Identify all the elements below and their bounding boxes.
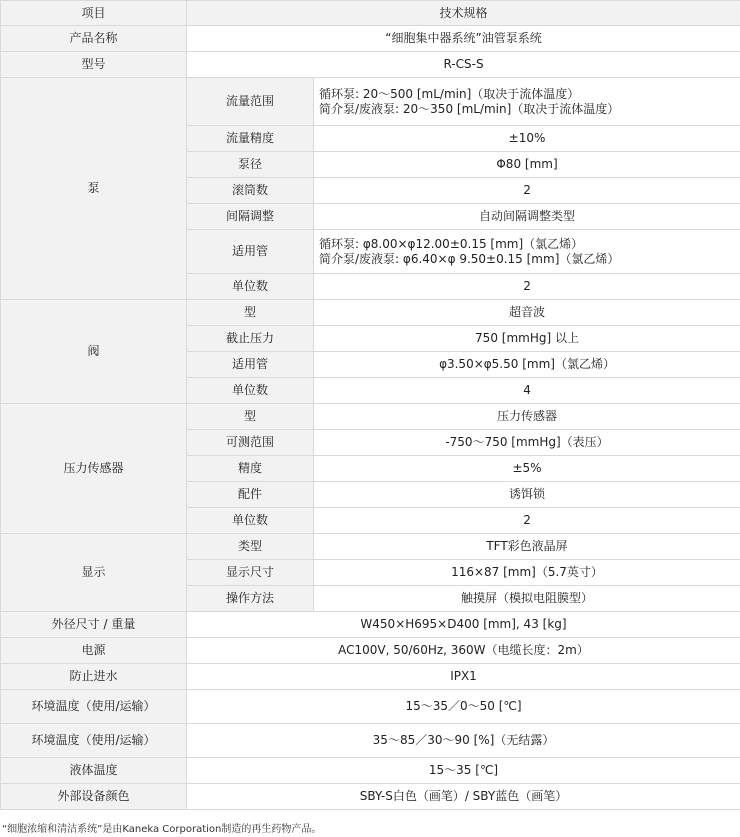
pump-roller-count-label: 滚筒数: [187, 178, 314, 204]
power-label: 电源: [1, 638, 187, 664]
table-row: [1, 638, 740, 664]
display-type-label: 类型: [187, 534, 314, 560]
sensor-label: 压力传感器: [1, 404, 187, 534]
pump-flow-range-line2: 简介泵/废液泵: 20～350 [mL/min]（取决于流体温度）: [319, 101, 620, 116]
pump-flow-accuracy-value: ±10%: [314, 126, 740, 152]
display-label: 显示: [1, 534, 187, 612]
pump-flow-range-label: 流量范围: [187, 78, 314, 126]
sensor-type-label: 型: [187, 404, 314, 430]
dimensions-label: 外径尺寸 / 重量: [1, 612, 187, 638]
sensor-range-label: 可测范围: [187, 430, 314, 456]
table-row: [1, 404, 740, 430]
sensor-fitting-label: 配件: [187, 482, 314, 508]
pump-tube-value: [314, 230, 740, 274]
product-name-value: “细胞集中器系统”油管泵系统: [187, 26, 740, 52]
pump-flow-accuracy-label: 流量精度: [187, 126, 314, 152]
env-humidity-label: 环境温度（使用/运输）: [1, 724, 187, 758]
env-temp-label: 环境温度（使用/运输）: [1, 690, 187, 724]
pump-diameter-value: Φ80 [mm]: [314, 152, 740, 178]
power-value: AC100V, 50/60Hz, 360W（电缆长度：2m）: [187, 638, 740, 664]
waterproof-value: IPX1: [187, 664, 740, 690]
sensor-fitting-value: 诱饵锁: [314, 482, 740, 508]
header-item: 项目: [1, 1, 187, 26]
waterproof-label: 防止进水: [1, 664, 187, 690]
table-row: [1, 78, 740, 126]
liquid-temp-label: 液体温度: [1, 758, 187, 784]
display-size-label: 显示尺寸: [187, 560, 314, 586]
table-row: [1, 690, 740, 724]
env-humidity-value: 35～85／30～90 [%]（无结露）: [187, 724, 740, 758]
display-type-value: TFT彩色液晶屏: [314, 534, 740, 560]
table-row: [1, 784, 740, 810]
sensor-accuracy-value: ±5%: [314, 456, 740, 482]
pump-gap-adjust-label: 间隔调整: [187, 204, 314, 230]
pump-roller-count-value: 2: [314, 178, 740, 204]
model-value: R-CS-S: [187, 52, 740, 78]
valve-units-value: 4: [314, 378, 740, 404]
sensor-accuracy-label: 精度: [187, 456, 314, 482]
pump-diameter-label: 泵径: [187, 152, 314, 178]
table-row: [1, 26, 740, 52]
valve-label: 阀: [1, 300, 187, 404]
sensor-units-label: 单位数: [187, 508, 314, 534]
liquid-temp-value: 15～35 [℃]: [187, 758, 740, 784]
env-temp-value: 15～35／0～50 [℃]: [187, 690, 740, 724]
pump-tube-line1: 循环泵: φ8.00×φ12.00±0.15 [mm]（氯乙烯）: [319, 236, 584, 251]
valve-type-label: 型: [187, 300, 314, 326]
model-label: 型号: [1, 52, 187, 78]
table-row: [1, 612, 740, 638]
table-row: [1, 664, 740, 690]
dimensions-value: W450×H695×D400 [mm], 43 [kg]: [187, 612, 740, 638]
valve-units-label: 单位数: [187, 378, 314, 404]
pump-label: 泵: [1, 78, 187, 300]
display-operation-value: 触摸屏（模拟电阻膜型）: [314, 586, 740, 612]
pump-units-value: 2: [314, 274, 740, 300]
table-row: [1, 758, 740, 784]
product-name-label: 产品名称: [1, 26, 187, 52]
footnote: “细胞浓缩和清洁系统”是由Kaneka Corporation制造的再生药物产品。: [2, 824, 322, 835]
pump-flow-range-line1: 循环泵: 20～500 [mL/min]（取决于流体温度）: [319, 86, 580, 101]
valve-tube-label: 适用管: [187, 352, 314, 378]
table-row: [1, 300, 740, 326]
pump-tube-label: 适用管: [187, 230, 314, 274]
sensor-range-value: -750～750 [mmHg]（表压）: [314, 430, 740, 456]
color-value: SBY-S白色（画笔）/ SBY蓝色（画笔）: [187, 784, 740, 810]
pump-tube-line2: 简介泵/废液泵: φ6.40×φ 9.50±0.15 [mm]（氯乙烯）: [319, 251, 620, 266]
sensor-units-value: 2: [314, 508, 740, 534]
table-row: [1, 534, 740, 560]
table-header-row: [1, 1, 740, 26]
sensor-type-value: 压力传感器: [314, 404, 740, 430]
header-spec: 技术规格: [187, 1, 740, 26]
color-label: 外部设备颜色: [1, 784, 187, 810]
table-row: [1, 724, 740, 758]
valve-cutoff-value: 750 [mmHg] 以上: [314, 326, 740, 352]
valve-cutoff-label: 截止压力: [187, 326, 314, 352]
pump-flow-range-value: [314, 78, 740, 126]
pump-units-label: 单位数: [187, 274, 314, 300]
pump-gap-adjust-value: 自动间隔调整类型: [314, 204, 740, 230]
valve-type-value: 超音波: [314, 300, 740, 326]
display-operation-label: 操作方法: [187, 586, 314, 612]
table-row: [1, 52, 740, 78]
display-size-value: 116×87 [mm]（5.7英寸）: [314, 560, 740, 586]
valve-tube-value: φ3.50×φ5.50 [mm]（氯乙烯）: [314, 352, 740, 378]
